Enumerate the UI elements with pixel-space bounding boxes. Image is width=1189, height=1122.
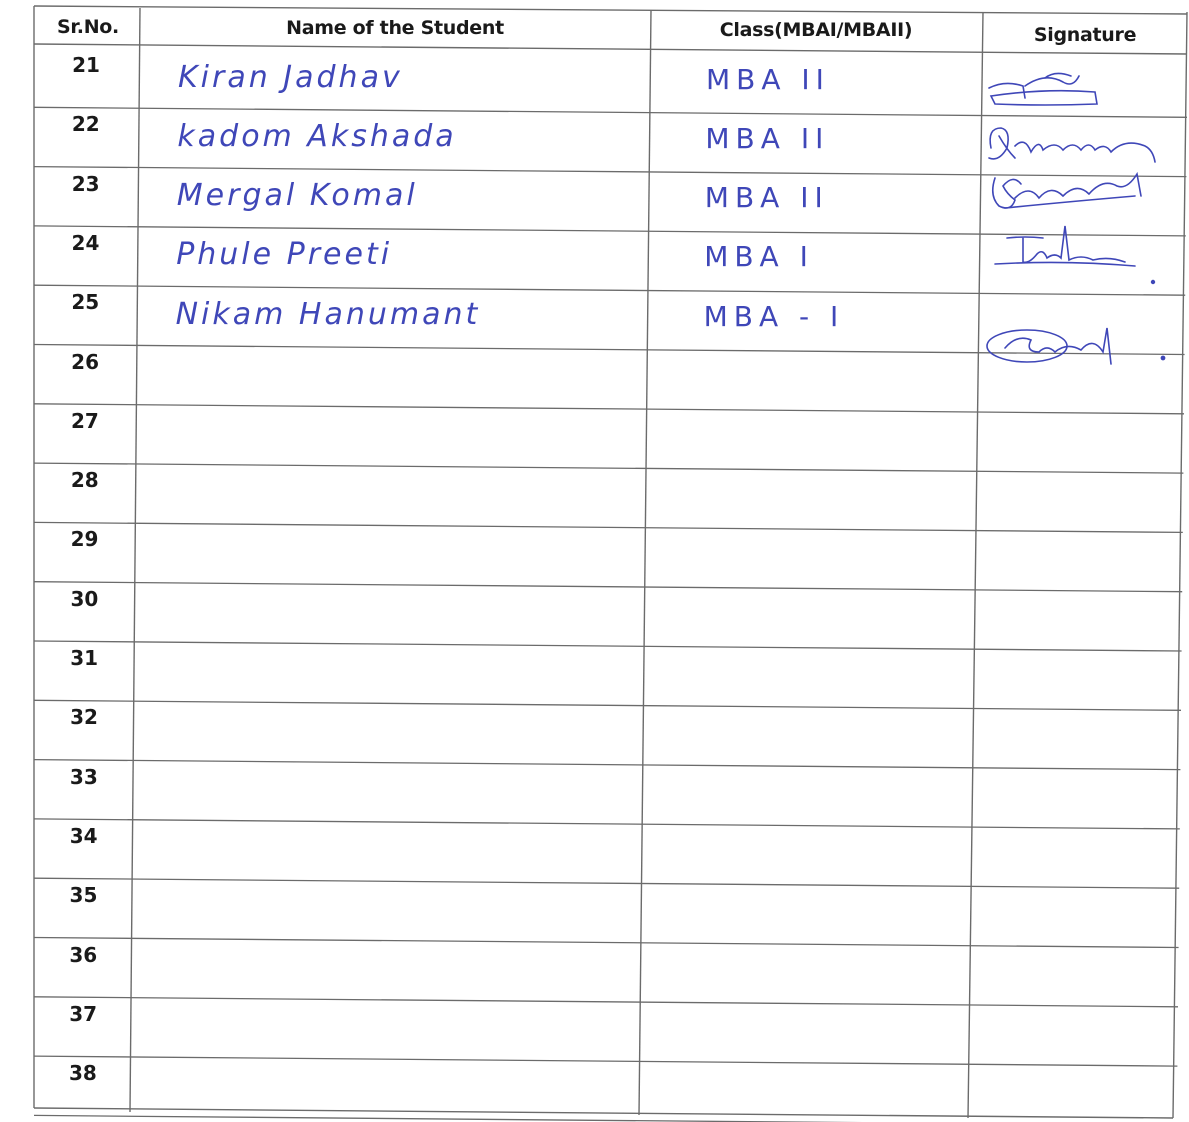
sr-no-cell: 32 bbox=[70, 705, 98, 730]
sr-no-cell: 37 bbox=[69, 1001, 98, 1026]
sr-no-cell: 21 bbox=[72, 53, 100, 77]
student-name-cell bbox=[175, 351, 635, 397]
student-name-cell bbox=[172, 647, 632, 693]
header-class: Class(MBAI/MBAII) bbox=[719, 19, 913, 41]
student-name-cell bbox=[171, 706, 631, 752]
class-cell: MBA II bbox=[706, 62, 830, 96]
header-sr-no: Sr.No. bbox=[57, 16, 119, 38]
sr-no-cell: 30 bbox=[70, 586, 99, 611]
class-cell: MBA II bbox=[704, 181, 829, 215]
class-cell bbox=[698, 886, 958, 932]
header-student-name: Name of the Student bbox=[286, 17, 504, 39]
sr-no-cell: 36 bbox=[69, 942, 98, 967]
class-cell bbox=[703, 353, 963, 399]
class-cell bbox=[702, 412, 962, 458]
sr-no-cell: 31 bbox=[70, 646, 99, 670]
student-name-cell bbox=[168, 1003, 628, 1049]
student-name-cell: Kiran Jadhav bbox=[178, 59, 403, 95]
student-name-cell bbox=[174, 410, 634, 456]
student-name-cell bbox=[171, 766, 631, 812]
student-name-cell: Phule Preeti bbox=[176, 237, 393, 273]
signature-23 bbox=[993, 174, 1141, 208]
signature-21 bbox=[989, 73, 1097, 105]
sr-no-cell: 22 bbox=[71, 112, 100, 137]
class-cell bbox=[699, 708, 959, 754]
student-name-cell: Mergal Komal bbox=[176, 178, 418, 214]
student-name-cell bbox=[170, 884, 630, 930]
class-cell bbox=[701, 530, 961, 576]
sr-no-cell: 23 bbox=[71, 171, 100, 196]
class-cell bbox=[696, 1005, 956, 1051]
sr-no-cell: 35 bbox=[69, 883, 98, 908]
sr-no-cell: 33 bbox=[69, 764, 98, 789]
header-signature: Signature bbox=[1033, 24, 1137, 46]
student-name-cell: Nikam Hanumant bbox=[175, 296, 481, 332]
student-name-cell bbox=[168, 1062, 628, 1108]
student-name-cell bbox=[173, 588, 633, 634]
class-cell bbox=[696, 1064, 956, 1110]
class-cell bbox=[699, 768, 959, 814]
student-name-cell: kadom Akshada bbox=[177, 118, 457, 154]
class-cell bbox=[697, 946, 957, 992]
class-cell: MBA II bbox=[705, 121, 830, 155]
sr-no-cell: 38 bbox=[69, 1061, 97, 1086]
student-name-cell bbox=[170, 825, 630, 871]
sr-no-cell: 27 bbox=[70, 408, 99, 433]
student-name-cell bbox=[169, 944, 629, 990]
sr-no-cell: 28 bbox=[70, 468, 99, 493]
class-cell bbox=[698, 827, 958, 873]
class-cell bbox=[700, 649, 960, 695]
student-name-cell bbox=[174, 469, 634, 515]
class-cell: MBA I bbox=[704, 240, 814, 274]
sr-no-cell: 29 bbox=[70, 527, 99, 552]
student-name-cell bbox=[173, 528, 633, 574]
class-cell bbox=[701, 590, 961, 636]
signature-scribbles bbox=[985, 66, 1185, 386]
sr-no-cell: 25 bbox=[71, 290, 100, 315]
signature-24 bbox=[995, 226, 1154, 283]
signature-25 bbox=[987, 328, 1165, 364]
class-cell bbox=[702, 471, 962, 517]
sr-no-cell: 24 bbox=[71, 230, 100, 255]
signature-22 bbox=[989, 128, 1155, 162]
sr-no-cell: 26 bbox=[71, 349, 100, 374]
sr-no-cell: 34 bbox=[69, 823, 98, 848]
class-cell: MBA - I bbox=[703, 299, 845, 333]
